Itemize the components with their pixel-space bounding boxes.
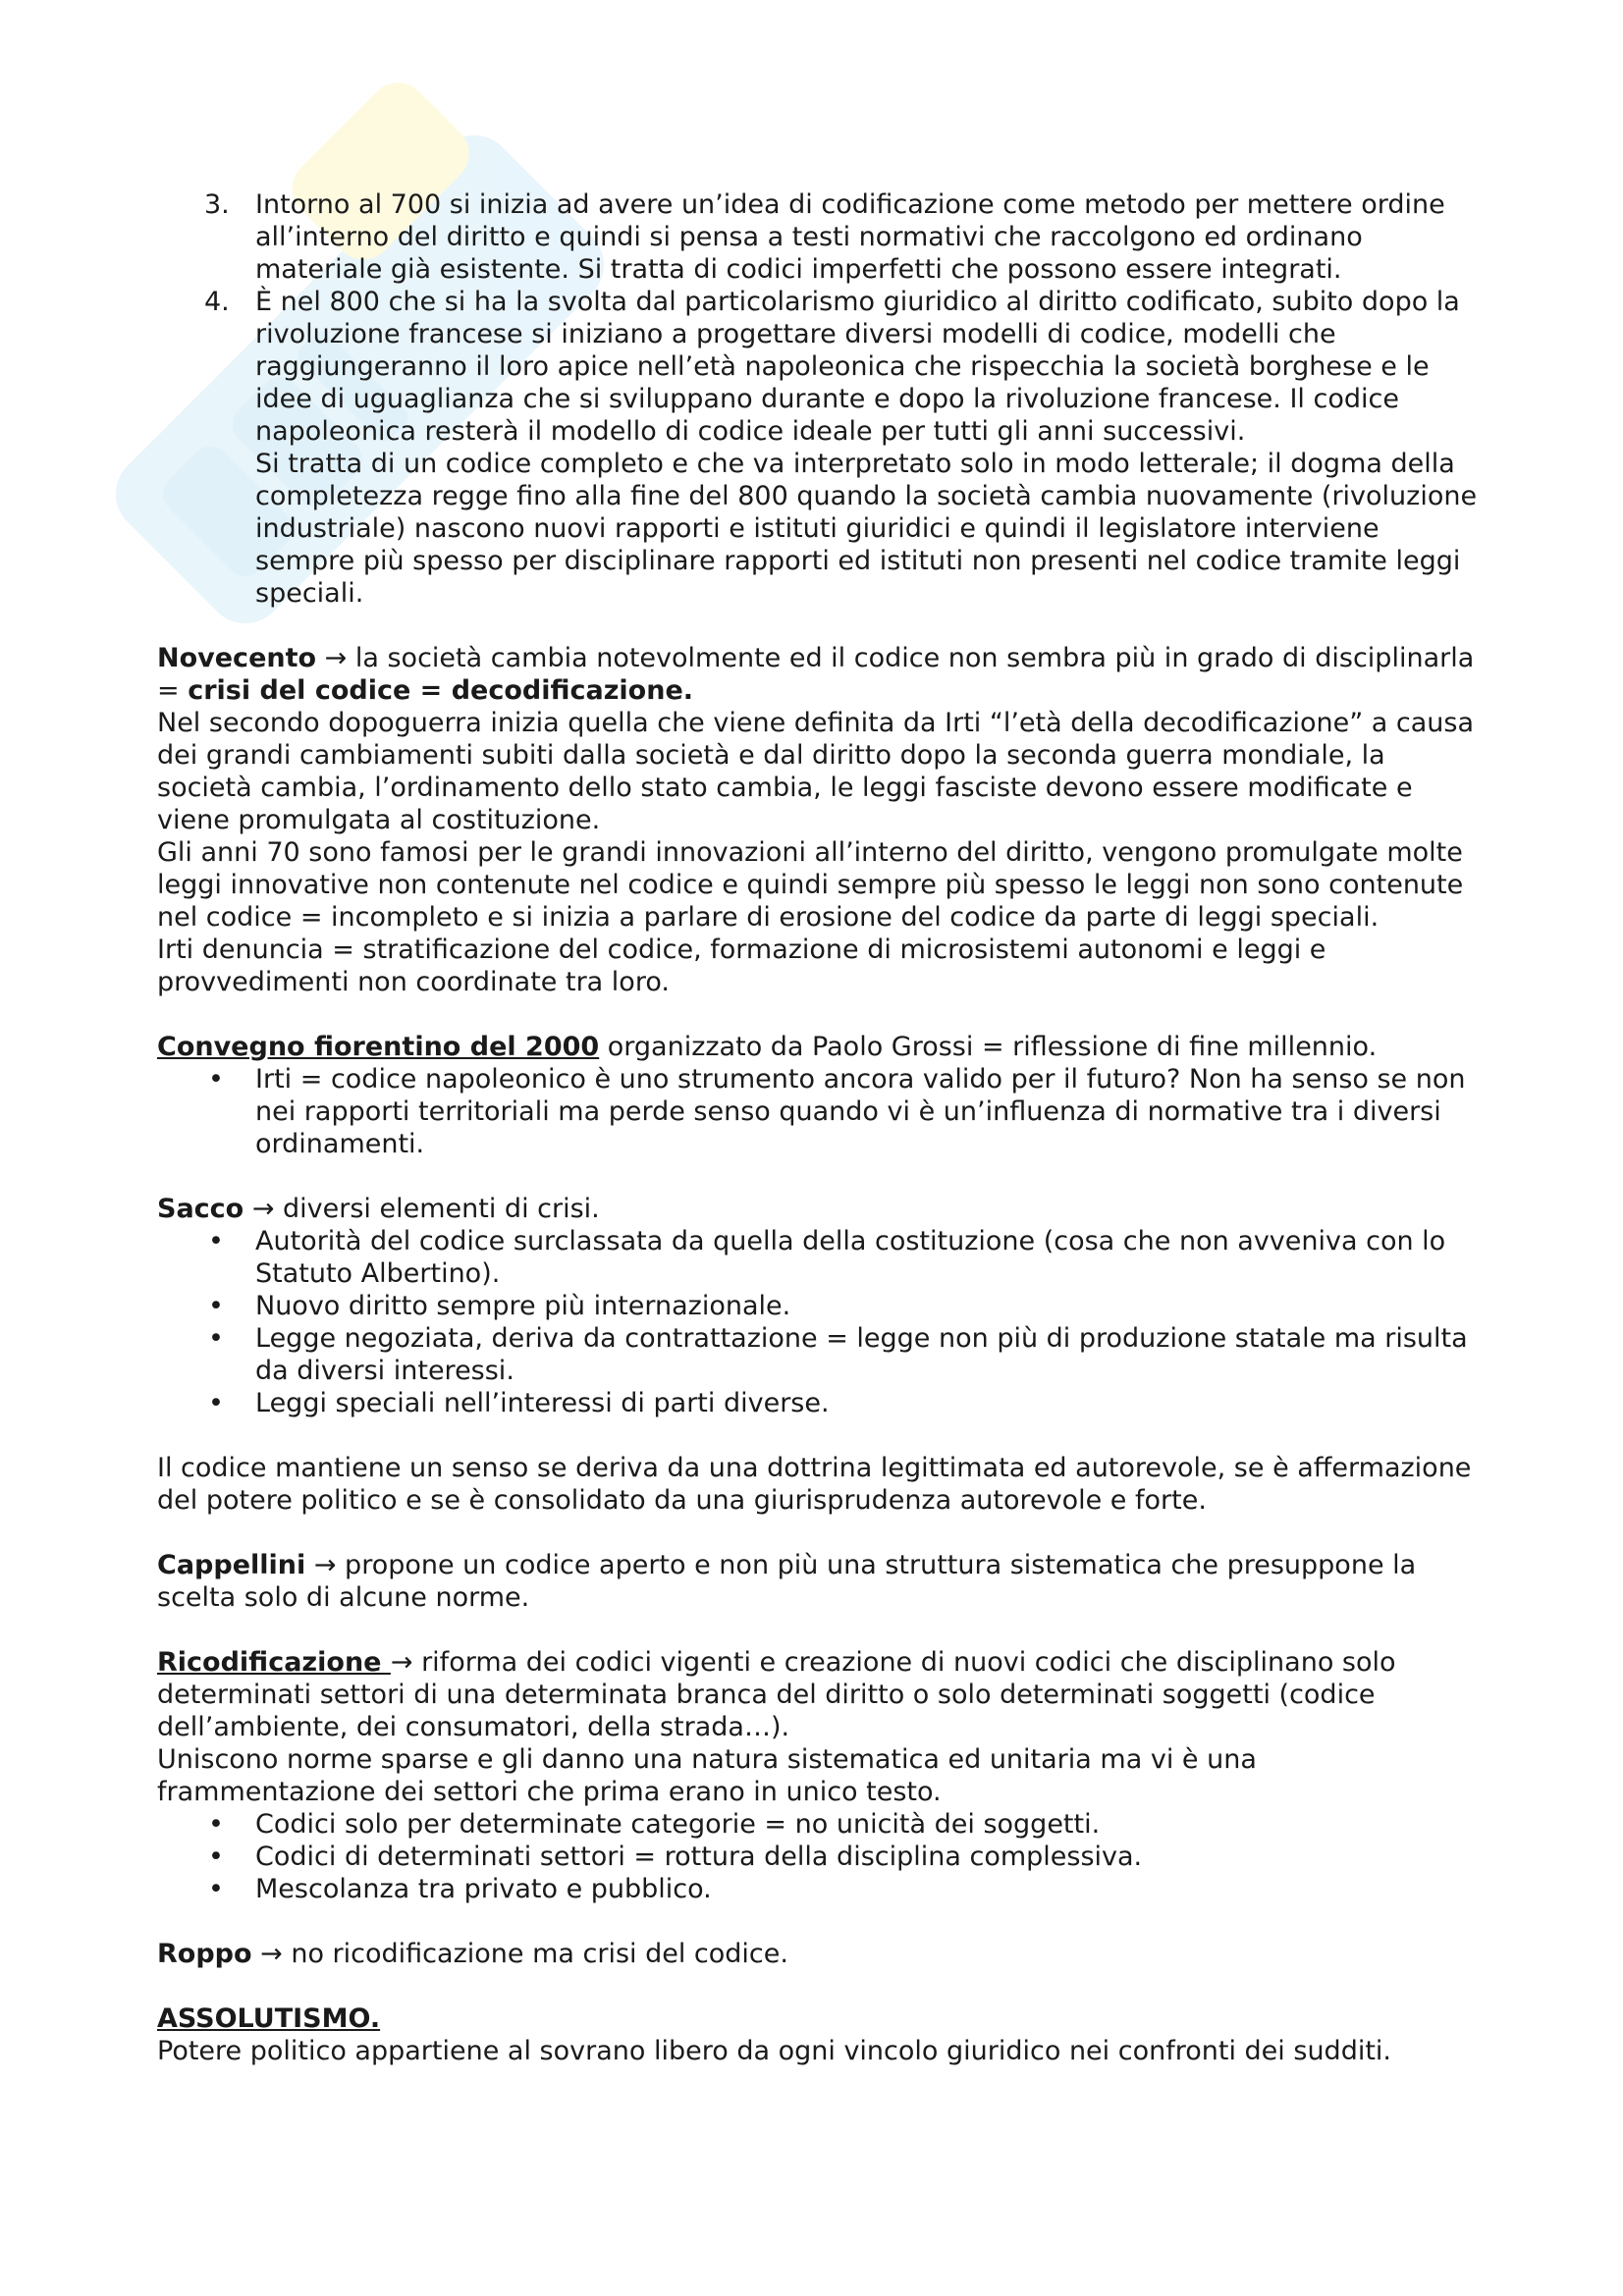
list-item-text: Intorno al 700 si inizia ad avere un’idea di codificazione come metodo per mettere ordine all’interno del diritto e quindi si pensa a testi normativi che raccolgono ed ordinano materiale già esistente. Si tratta di codici imperfetti che possono essere integrati. xyxy=(255,189,1445,285)
bullet-text: Irti = codice napoleonico è uno strumento ancora valido per il futuro? Non ha senso se non nei rapporti territoriali ma perde senso quando vi è un’influenza di normative tra i diversi ordinamenti. xyxy=(255,1064,1466,1159)
bullet-text: Codici di determinati settori = rottura della disciplina complessiva. xyxy=(255,1842,1143,1872)
list-item xyxy=(157,188,1478,286)
bullet-icon: • xyxy=(208,1226,224,1256)
bullet-text: Autorità del codice surclassata da quella della costituzione (cosa che non avveniva con lo Statuto Albertino). xyxy=(255,1226,1446,1289)
roppo-label: Roppo xyxy=(157,1939,252,1969)
bullet-text: Legge negoziata, deriva da contrattazione = legge non più di produzione statale ma risulta da diversi interessi. xyxy=(255,1323,1468,1386)
list-number: 4. xyxy=(204,287,230,317)
list-item xyxy=(157,1873,1478,1905)
bullet-text: Leggi speciali nell’interessi di parti diverse. xyxy=(255,1388,830,1418)
list-item xyxy=(157,1322,1478,1387)
cappellini-label: Cappellini xyxy=(157,1550,306,1580)
roppo-paragraph xyxy=(157,1938,1478,1970)
bullet-text: Nuovo diritto sempre più internazionale. xyxy=(255,1291,791,1321)
ricodificazione-paragraph xyxy=(157,1646,1478,1743)
bullet-text: Codici solo per determinate categorie = no unicità dei soggetti. xyxy=(255,1809,1101,1840)
document-page xyxy=(157,188,1478,2067)
cappellini-text: propone un codice aperto e non più una struttura sistematica che presuppone la scelta solo di alcune norme. xyxy=(157,1550,1417,1613)
list-item xyxy=(157,1387,1478,1419)
list-item xyxy=(157,1808,1478,1841)
ricodificazione-bullets xyxy=(157,1808,1478,1905)
list-item xyxy=(157,286,1478,610)
sacco-bullets xyxy=(157,1225,1478,1419)
novecento-p2: Gli anni 70 sono famosi per le grandi innovazioni all’interno del diritto, vengono promulgate molte leggi innovative non contenute nel codice e quindi sempre più spesso le leggi non sono contenute nel codice = incompleto e si inizia a parlare di erosione del codice da parte di leggi speciali. xyxy=(157,837,1464,933)
novecento-p3: Irti denuncia = stratificazione del codice, formazione di microsistemi autonomi e leggi e provvedimenti non coordinate tra loro. xyxy=(157,934,1326,997)
bullet-icon: • xyxy=(208,1291,224,1321)
cappellini-paragraph xyxy=(157,1549,1478,1614)
bullet-icon: • xyxy=(208,1809,224,1840)
sacco-text: diversi elementi di crisi. xyxy=(274,1194,600,1224)
ricodificazione-label: Ricodificazione xyxy=(157,1647,391,1678)
roppo-text: no ricodificazione ma crisi del codice. xyxy=(282,1939,788,1969)
bullet-icon: • xyxy=(208,1842,224,1872)
bullet-text: Mescolanza tra privato e pubblico. xyxy=(255,1874,712,1904)
codice-senso-paragraph: Il codice mantiene un senso se deriva da una dottrina legittimata ed autorevole, se è affermazione del potere politico e se è consolidato da una giurisprudenza autorevole e forte. xyxy=(157,1453,1472,1516)
convegno-label: Convegno fiorentino del 2000 xyxy=(157,1032,600,1062)
sacco-paragraph xyxy=(157,1193,1478,1225)
bullet-icon: • xyxy=(208,1323,224,1354)
sacco-label: Sacco xyxy=(157,1194,244,1224)
novecento-label: Novecento xyxy=(157,643,317,673)
list-item-text: È nel 800 che si ha la svolta dal particolarismo giuridico al diritto codificato, subito dopo la rivoluzione francese si iniziano a progettare diversi modelli di codice, modelli che raggiungeranno il loro apice nell’età napoleonica che rispecchia la società borghese e le idee di uguaglianza che si sviluppano durante e dopo la rivoluzione francese. Il codice napoleonica resterà il modello di codice ideale per tutti gli anni successivi. xyxy=(255,287,1460,447)
bullet-icon: • xyxy=(208,1064,224,1095)
arrow-icon: → xyxy=(390,1647,413,1678)
bullet-icon: • xyxy=(208,1874,224,1904)
list-item xyxy=(157,1290,1478,1322)
convegno-bullets xyxy=(157,1063,1478,1160)
bullet-icon: • xyxy=(208,1388,224,1418)
arrow-icon: → xyxy=(251,1194,275,1224)
arrow-icon: → xyxy=(324,643,348,673)
assolutismo-text: Potere politico appartiene al sovrano libero da ogni vincolo giuridico nei confronti dei sudditi. xyxy=(157,2036,1392,2066)
arrow-icon: → xyxy=(313,1550,337,1580)
convegno-paragraph xyxy=(157,1031,1478,1063)
arrow-icon: → xyxy=(260,1939,283,1969)
novecento-text: la società cambia notevolmente ed il codice non sembra più in grado di disciplinarla = xyxy=(157,643,1475,706)
list-item xyxy=(157,1063,1478,1160)
ricodificazione-p1: Uniscono norme sparse e gli danno una natura sistematica ed unitaria ma vi è una frammentazione dei settori che prima erano in unico testo. xyxy=(157,1744,1257,1807)
assolutismo-heading: ASSOLUTISMO. xyxy=(157,2003,381,2034)
list-item xyxy=(157,1841,1478,1873)
ricodificazione-text: riforma dei codici vigenti e creazione di nuovi codici che disciplinano solo determinati settori di una determinata branca del diritto o solo determinati soggetti (codice dell’ambiente, dei consumatori, della strada…). xyxy=(157,1647,1396,1742)
novecento-bold-text: crisi del codice = decodificazione. xyxy=(188,675,694,706)
novecento-p1: Nel secondo dopoguerra inizia quella che viene definita da Irti “l’età della decodificazione” a causa dei grandi cambiamenti subiti dalla società e dal diritto dopo la seconda guerra mondiale, la società cambia, l’ordinamento dello stato cambia, le leggi fasciste devono essere modificate e viene promulgata al costituzione. xyxy=(157,708,1475,835)
list-item-text-continued: Si tratta di un codice completo e che va interpretato solo in modo letterale; il dogma della completezza regge fino alla fine del 800 quando la società cambia nuovamente (rivoluzione industriale) nascono nuovi rapporti e istituti giuridici e quindi il legislatore interviene sempre più spesso per disciplinare rapporti ed istituti non presenti nel codice tramite leggi speciali. xyxy=(255,449,1478,609)
novecento-paragraph xyxy=(157,642,1478,707)
convegno-text: organizzato da Paolo Grossi = riflessione di fine millennio. xyxy=(599,1032,1378,1062)
list-item xyxy=(157,1225,1478,1290)
list-number: 3. xyxy=(204,189,230,220)
numbered-list xyxy=(157,188,1478,610)
